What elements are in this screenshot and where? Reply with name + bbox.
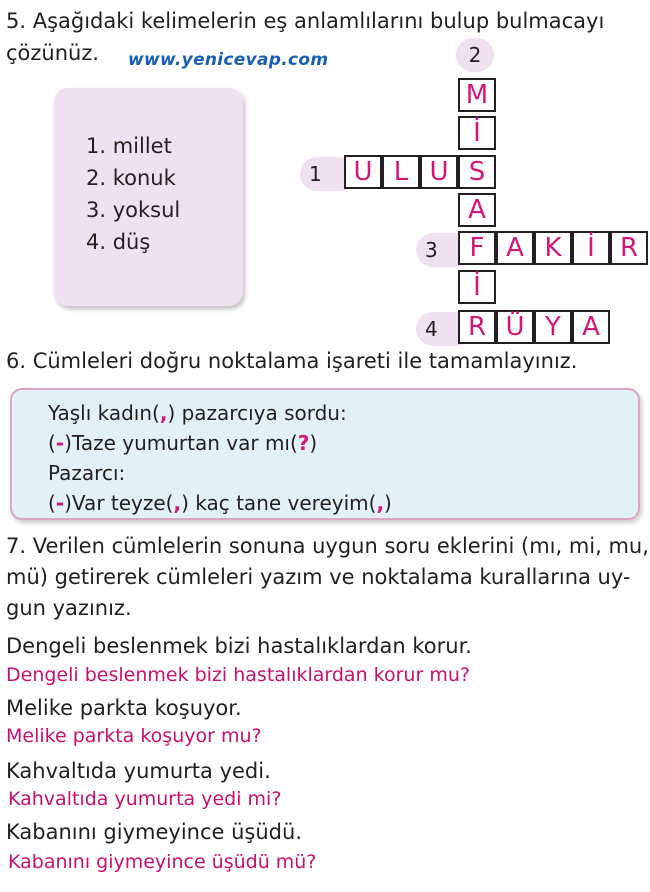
dialog-line: Yaşlı kadın(,) pazarcıya sordu:: [48, 401, 347, 425]
punctuation-answer: ,: [173, 491, 182, 515]
watermark: www.yenicevap.com: [128, 50, 329, 70]
crossword-cell: İ: [572, 231, 610, 265]
punctuation-answer: -: [55, 431, 65, 455]
crossword-cell: İ: [458, 116, 496, 150]
answer-sentence: Dengeli beslenmek bizi hastalıklardan korur mu?: [6, 664, 470, 686]
crossword-cell: A: [496, 231, 534, 265]
clue-number-3: 3: [416, 233, 472, 267]
dialog-line: (-)Var teyze(,) kaç tane vereyim(,): [48, 491, 392, 515]
word-item: 2. konuk: [86, 166, 176, 190]
q7-instruction-line1: 7. Verilen cümlelerin sonuna uygun soru eklerini (mı, mi, mu,: [6, 534, 649, 558]
crossword-cell: Y: [534, 310, 572, 344]
crossword-cell: A: [458, 193, 496, 227]
given-sentence: Melike parkta koşuyor.: [6, 696, 242, 720]
q5-instruction-line1: 5. Aşağıdaki kelimelerin eş anlamlılarını bulup bulmacayı: [6, 9, 605, 33]
answer-sentence: Kahvaltıda yumurta yedi mi?: [8, 788, 282, 810]
q7-instruction-line2: mü) getirerek cümleleri yazım ve noktalama kurallarına uy-: [6, 565, 631, 589]
given-sentence: Kahvaltıda yumurta yedi.: [6, 759, 271, 783]
crossword-cell: Ü: [496, 310, 534, 344]
crossword-cell: U: [420, 155, 458, 189]
word-item: 4. düş: [86, 230, 151, 254]
word-list-box: [54, 88, 243, 306]
punctuation-answer: -: [55, 491, 65, 515]
clue-number-4: 4: [416, 312, 472, 346]
clue-number-1: 1: [300, 157, 356, 191]
dialog-line: Pazarcı:: [48, 461, 126, 485]
given-sentence: Kabanını giymeyince üşüdü.: [6, 820, 302, 844]
given-sentence: Dengeli beslenmek bizi hastalıklardan korur.: [6, 634, 472, 658]
dialog-box: [10, 388, 640, 520]
punctuation-answer: ,: [159, 401, 168, 425]
crossword-cell: R: [610, 231, 648, 265]
word-item: 1. millet: [86, 134, 172, 158]
crossword-cell: L: [382, 155, 420, 189]
clue-number-2: 2: [456, 38, 494, 72]
crossword-cell: K: [534, 231, 572, 265]
crossword-cell: M: [458, 78, 496, 112]
q6-instruction: 6. Cümleleri doğru noktalama işareti ile tamamlayınız.: [6, 349, 578, 373]
answer-sentence: Kabanını giymeyince üşüdü mü?: [8, 851, 317, 873]
dialog-line: (-)Taze yumurtan var mı(?): [48, 431, 318, 455]
crossword-cell: A: [572, 310, 610, 344]
word-item: 3. yoksul: [86, 198, 181, 222]
crossword-cell: S: [458, 155, 496, 189]
answer-sentence: Melike parkta koşuyor mu?: [6, 725, 262, 747]
q5-instruction-line2: çözünüz.: [6, 41, 100, 65]
crossword-cell: R: [458, 310, 496, 344]
crossword-cell: F: [458, 231, 496, 265]
crossword-cell: İ: [458, 270, 496, 304]
punctuation-answer: ,: [376, 491, 385, 515]
crossword-cell: U: [344, 155, 382, 189]
punctuation-answer: ?: [297, 431, 310, 455]
q7-instruction-line3: gun yazınız.: [6, 596, 132, 620]
